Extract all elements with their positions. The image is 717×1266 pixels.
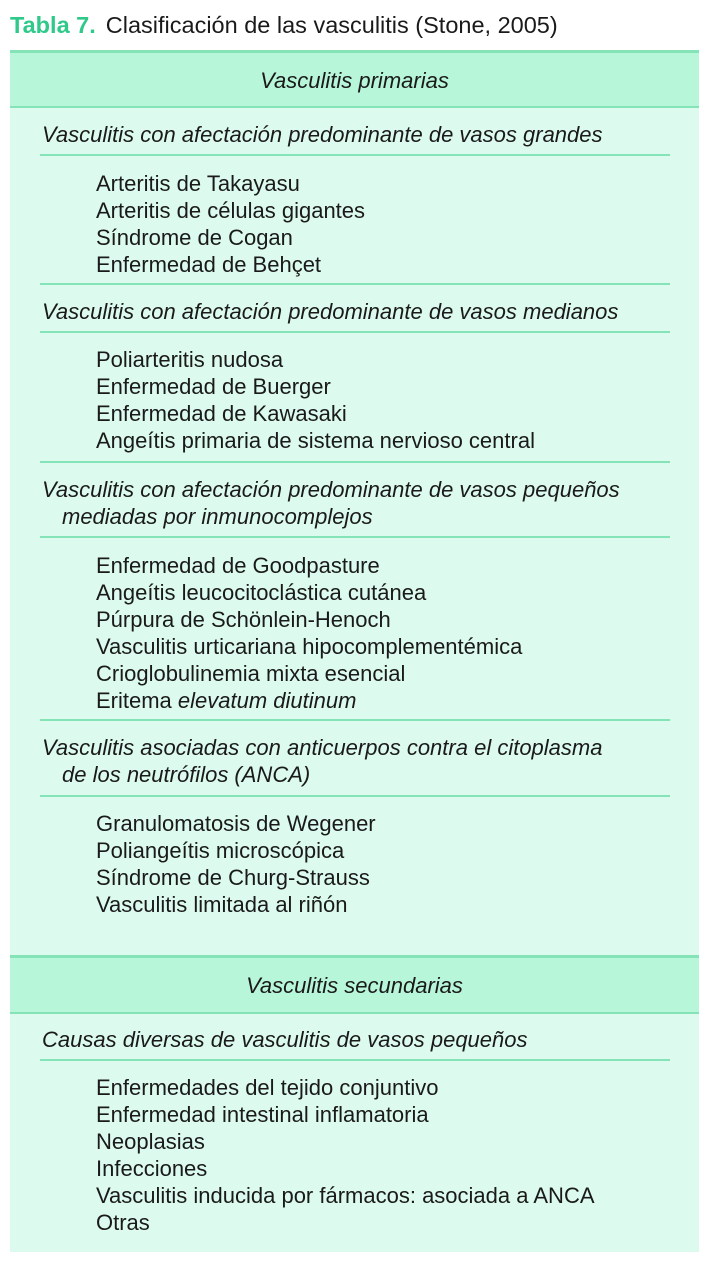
list-item: Infecciones — [96, 1156, 208, 1181]
list-item: Enfermedad de Buerger — [96, 374, 331, 399]
list-item: Arteritis de Takayasu — [96, 171, 300, 196]
group-secondary-causes-list — [96, 1074, 595, 1236]
group-secondary-causes-title — [42, 1027, 528, 1053]
list-item: Vasculitis limitada al riñón — [96, 892, 348, 917]
group-title-text: Vasculitis con afectación predominante de vasos medianos — [42, 299, 619, 324]
group-title-continuation: de los neutrófilos (ANCA) — [62, 762, 311, 787]
primary-section-heading: Vasculitis primarias — [260, 68, 449, 93]
table-title: Clasificación de las vasculitis (Stone, 2005) — [105, 12, 558, 38]
group-title-text: Causas diversas de vasculitis de vasos pequeños — [42, 1027, 528, 1052]
group-title-text: Vasculitis asociadas con anticuerpos contra el citoplasma — [42, 735, 603, 760]
group-small-vessels-list — [96, 552, 522, 714]
list-item: Otras — [96, 1210, 150, 1235]
list-item: Vasculitis inducida por fármacos: asociada a ANCA — [96, 1183, 595, 1208]
table-number: Tabla 7. — [10, 12, 96, 38]
list-item: Síndrome de Cogan — [96, 225, 293, 250]
list-item: Vasculitis urticariana hipocomplementémica — [96, 634, 523, 659]
item-text: Eritema — [96, 688, 178, 713]
table-caption — [10, 12, 558, 39]
group-divider — [40, 795, 670, 797]
group-medium-vessels-title — [42, 299, 618, 325]
list-item: Poliarteritis nudosa — [96, 347, 284, 372]
list-item: Síndrome de Churg-Strauss — [96, 865, 370, 890]
group-divider — [40, 283, 670, 285]
list-item: Angeítis leucocitoclástica cutánea — [96, 580, 427, 605]
list-item: Granulomatosis de Wegener — [96, 811, 376, 836]
group-title-continuation: mediadas por inmunocomplejos — [62, 504, 373, 529]
list-item: Enfermedad de Goodpasture — [96, 553, 380, 578]
item-italic-text: elevatum diutinum — [177, 688, 357, 713]
group-title-text: Vasculitis con afectación predominante de vasos grandes — [42, 122, 603, 147]
list-item: Neoplasias — [96, 1129, 205, 1154]
group-divider — [40, 719, 670, 721]
secondary-section-header — [10, 955, 699, 1014]
list-item: Enfermedad de Behçet — [96, 252, 322, 277]
list-item: Angeítis primaria de sistema nervioso central — [96, 428, 535, 453]
group-divider — [40, 154, 670, 156]
list-item: Arteritis de células gigantes — [96, 198, 366, 223]
group-anca-title — [42, 734, 602, 788]
group-title-text: Vasculitis con afectación predominante de vasos pequeños — [42, 477, 620, 502]
list-item: Poliangeítis microscópica — [96, 838, 345, 863]
group-divider — [40, 461, 670, 463]
list-item: Crioglobulinemia mixta esencial — [96, 661, 406, 686]
list-item: Enfermedad de Kawasaki — [96, 401, 347, 426]
group-large-vessels-list — [96, 170, 365, 278]
list-item — [96, 687, 522, 714]
group-small-vessels-title — [42, 476, 620, 530]
group-divider — [40, 331, 670, 333]
group-divider — [40, 1059, 670, 1061]
group-medium-vessels-list — [96, 346, 535, 454]
primary-section-header — [10, 50, 699, 108]
list-item: Enfermedad intestinal inflamatoria — [96, 1102, 429, 1127]
group-anca-list — [96, 810, 376, 918]
group-divider — [40, 536, 670, 538]
classification-table — [10, 50, 699, 1252]
group-large-vessels-title — [42, 122, 603, 148]
list-item: Púrpura de Schönlein-Henoch — [96, 607, 391, 632]
list-item: Enfermedades del tejido conjuntivo — [96, 1075, 439, 1100]
secondary-section-heading: Vasculitis secundarias — [246, 973, 463, 998]
